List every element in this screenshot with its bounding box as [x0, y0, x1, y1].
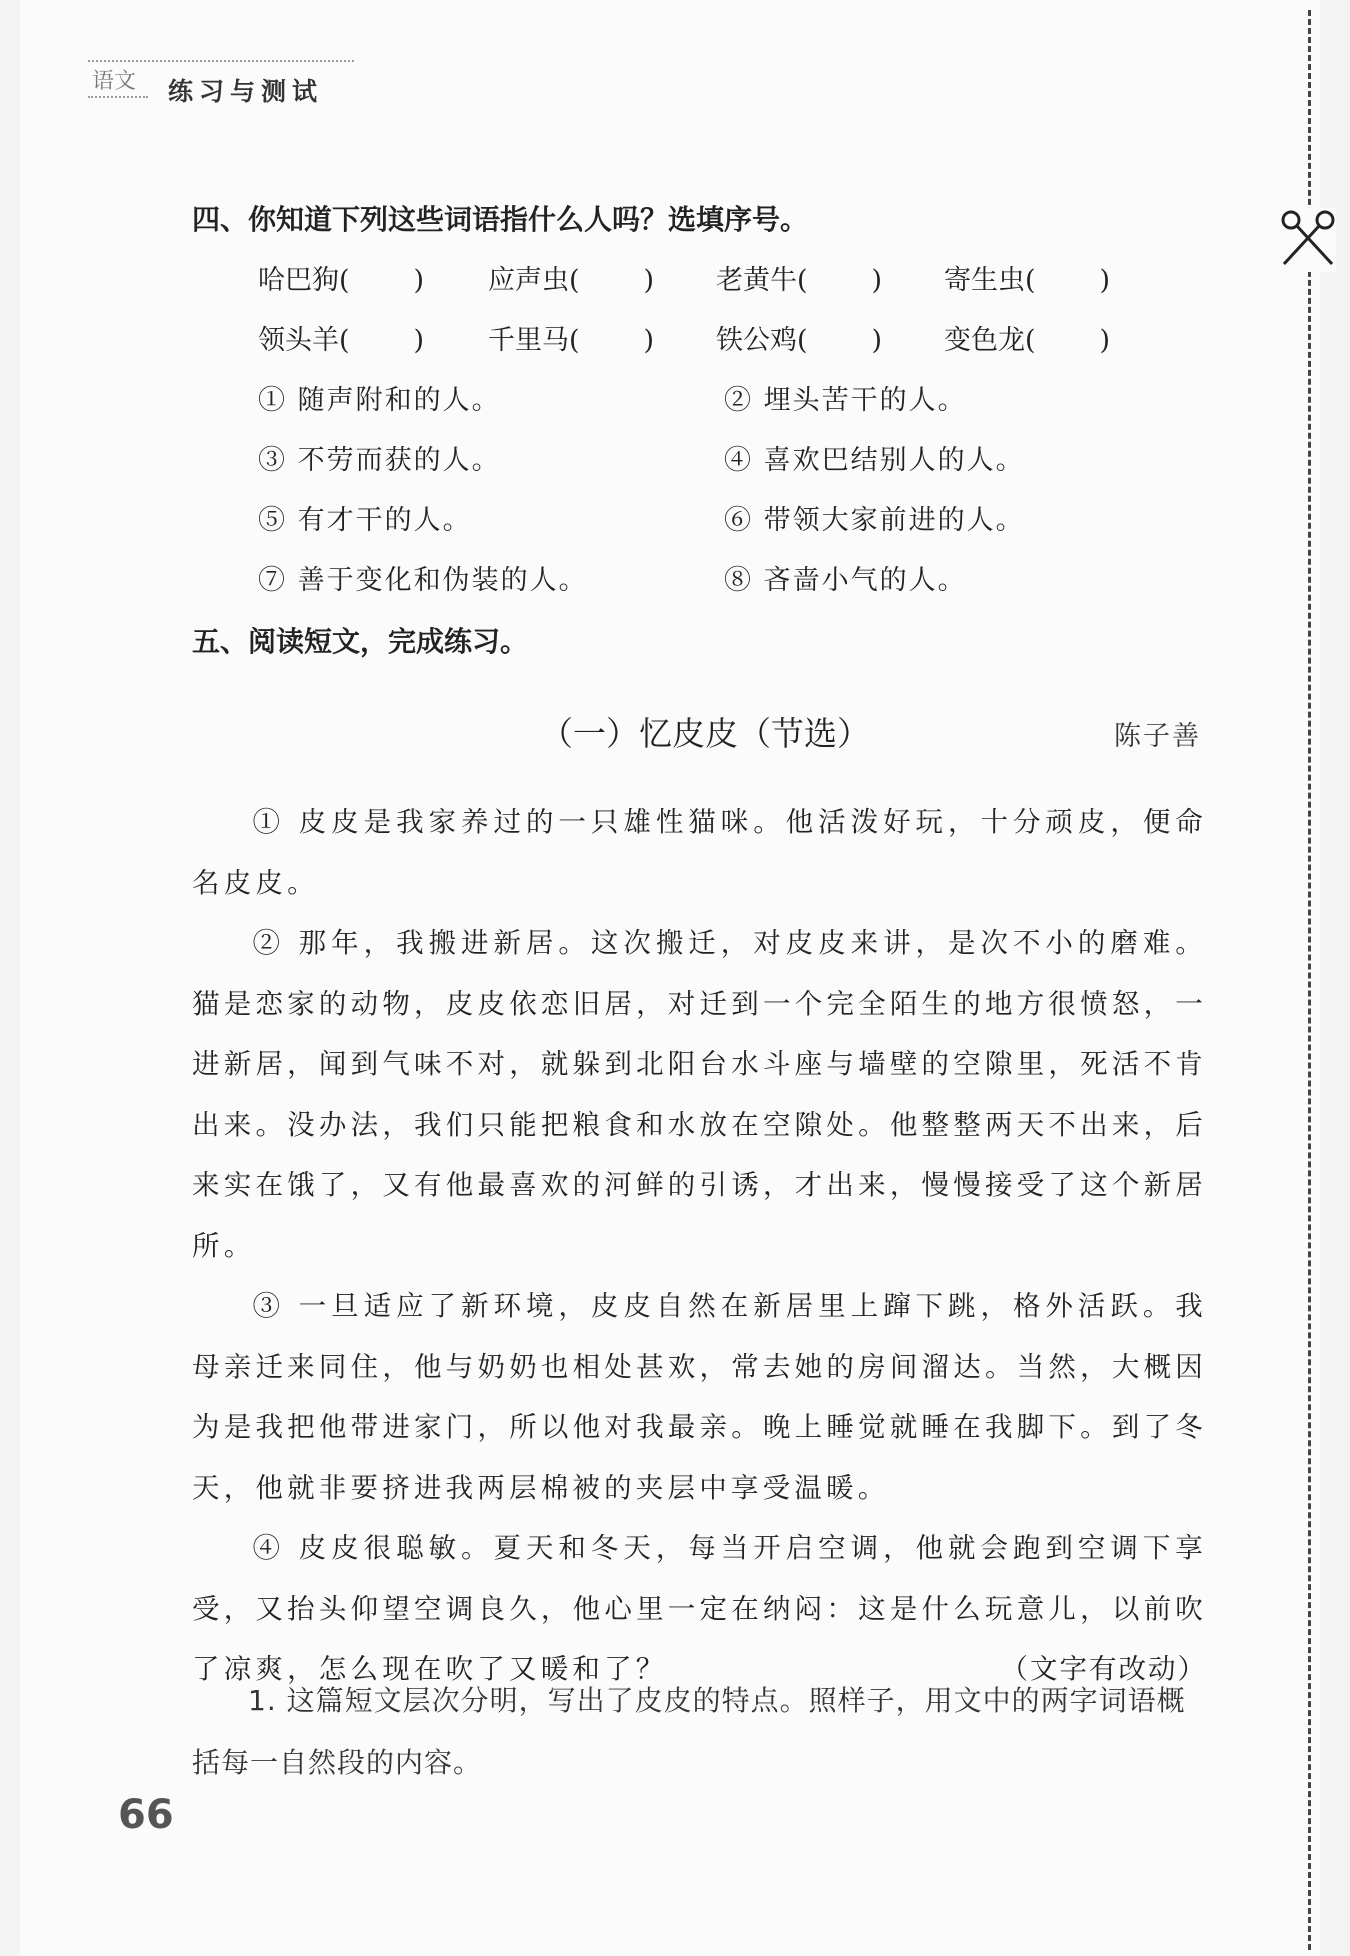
word-row-2: [258, 318, 1158, 358]
word-label: 应声虫(: [488, 265, 580, 296]
passage-author: 陈子善: [1114, 721, 1201, 752]
option-item: ⑥ 带领大家前进的人。: [724, 505, 1025, 536]
word-label: 哈巴狗(: [258, 265, 350, 296]
passage-title: （一）忆皮皮（节选）: [540, 714, 870, 753]
option-item: ⑤ 有才干的人。: [258, 505, 472, 536]
option-item: ⑦ 善于变化和伪装的人。: [258, 565, 588, 596]
close-paren: ): [643, 265, 655, 296]
word-item: [488, 258, 654, 297]
close-paren: ): [871, 325, 883, 356]
scissors-icon: [1280, 208, 1336, 272]
word-item: [488, 318, 654, 357]
word-label: 千里马(: [488, 325, 580, 356]
close-paren: ): [643, 325, 655, 356]
close-paren: ): [871, 265, 883, 296]
option-item: ② 埋头苦干的人。: [724, 385, 967, 416]
page-number: 66: [118, 1792, 174, 1838]
word-label: 寄生虫(: [944, 265, 1036, 296]
close-paren: ): [1099, 265, 1111, 296]
close-paren: ): [1099, 325, 1111, 356]
reading-passage: [192, 792, 1207, 1700]
passage-paragraph: ② 那年，我搬进新居。这次搬迁，对皮皮来讲，是次不小的磨难。猫是恋家的动物，皮皮依恋旧居，对迁到一个完全陌生的地方很愤怒，一进新居，闻到气味不对，就躲到北阳台水斗座与墙壁的空隙里，死活不肯出来。没办法，我们只能把粮食和水放在空隙处。他整整两天不出来，后来实在饿了，又有他最喜欢的河鲜的引诱，才出来，慢慢接受了这个新居所。: [192, 927, 1207, 1262]
header-dotted-rule-short: [88, 96, 148, 98]
header-title: 练习与测试: [168, 77, 324, 106]
close-paren: ): [413, 265, 425, 296]
section5-heading: 五、阅读短文，完成练习。: [192, 625, 529, 658]
option-item: ⑧ 吝啬小气的人。: [724, 565, 967, 596]
option-item: ① 随声附和的人。: [258, 385, 501, 416]
passage-paragraph: ① 皮皮是我家养过的一只雄性猫咪。他活泼好玩，十分顽皮，便命名皮皮。: [192, 806, 1207, 899]
word-item: [716, 258, 882, 297]
header-subject: 语文: [92, 69, 137, 94]
source-note: （文字有改动）: [1000, 1653, 1207, 1685]
word-item: [258, 318, 424, 357]
running-header: [88, 60, 354, 104]
cut-line: [1308, 10, 1311, 1950]
header-dotted-rule: [88, 60, 354, 62]
word-label: 铁公鸡(: [716, 325, 808, 356]
word-item: [944, 318, 1110, 357]
passage-paragraph: ③ 一旦适应了新环境，皮皮自然在新居里上蹿下跳，格外活跃。我母亲迁来同住，他与奶奶也相处甚欢，常去她的房间溜达。当然，大概因为是我把他带进家门，所以他对我最亲。晚上睡觉就睡在我脚下。到了冬天，他就非要挤进我两层棉被的夹层中享受温暖。: [192, 1290, 1207, 1504]
word-item: [944, 258, 1110, 297]
question-1: 1. 这篇短文层次分明，写出了皮皮的特点。照样子，用文中的两字词语概括每一自然段的内容。: [192, 1684, 1186, 1779]
word-row-1: [258, 258, 1158, 298]
word-item: [258, 258, 424, 297]
section4-heading: 四、你知道下列这些词语指什么人吗？选填序号。: [192, 203, 809, 236]
close-paren: ): [413, 325, 425, 356]
word-label: 老黄牛(: [716, 265, 808, 296]
word-label: 领头羊(: [258, 325, 350, 356]
word-item: [716, 318, 882, 357]
word-label: 变色龙(: [944, 325, 1036, 356]
option-item: ④ 喜欢巴结别人的人。: [724, 445, 1025, 476]
paragraph-text: ④ 皮皮很聪敏。夏天和冬天，每当开启空调，他就会跑到空调下享受，又抬头仰望空调良久，他心里一定在纳闷：这是什么玩意儿，以前吹了凉爽，怎么现在吹了又暖和了？: [192, 1532, 1207, 1685]
option-item: ③ 不劳而获的人。: [258, 445, 501, 476]
